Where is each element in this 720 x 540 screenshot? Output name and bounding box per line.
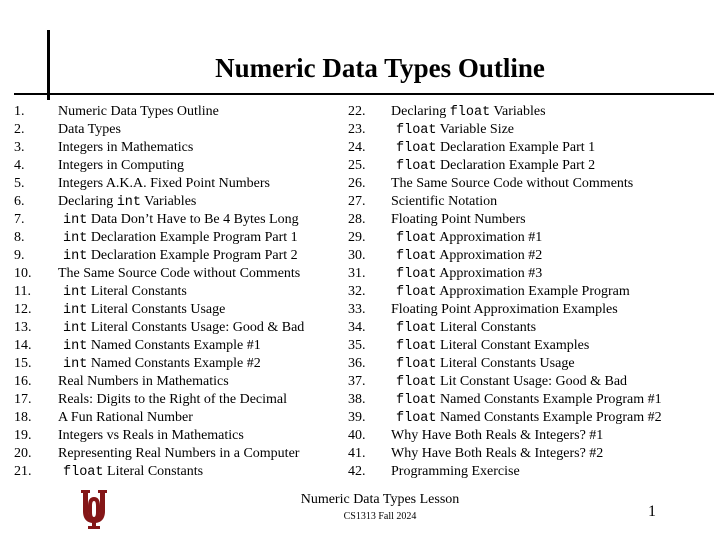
outline-text-part: Literal Constants Usage bbox=[87, 302, 226, 317]
outline-text-part: Why Have Both Reals & Integers? #1 bbox=[391, 428, 604, 443]
outline-list-right bbox=[348, 103, 718, 481]
outline-text-part: Literal Constants bbox=[103, 464, 204, 479]
outline-item bbox=[14, 463, 334, 481]
outline-item-number: 16. bbox=[14, 374, 32, 389]
outline-item bbox=[14, 391, 334, 409]
code-keyword: float bbox=[396, 321, 437, 336]
outline-item-number: 29. bbox=[348, 230, 366, 245]
outline-item-text bbox=[58, 463, 203, 482]
outline-item-number: 20. bbox=[14, 446, 32, 461]
outline-text-part: Integers in Mathematics bbox=[58, 140, 194, 155]
outline-item-number: 25. bbox=[348, 158, 366, 173]
outline-item-number: 11. bbox=[14, 284, 31, 299]
code-keyword: int bbox=[63, 321, 88, 336]
outline-item bbox=[14, 139, 334, 157]
outline-text-part: Literal Constants bbox=[436, 320, 537, 335]
outline-item bbox=[14, 373, 334, 391]
outline-item-number: 12. bbox=[14, 302, 32, 317]
outline-text-part: Data Types bbox=[58, 122, 121, 137]
outline-item-text bbox=[58, 211, 299, 230]
outline-item bbox=[14, 301, 334, 319]
page-number: 1 bbox=[648, 503, 656, 520]
outline-item bbox=[14, 175, 334, 193]
outline-item bbox=[348, 247, 718, 265]
outline-text-part: Variables bbox=[490, 104, 546, 119]
outline-item bbox=[14, 283, 334, 301]
outline-item bbox=[348, 175, 718, 193]
outline-item-text bbox=[391, 247, 542, 266]
code-keyword: int bbox=[63, 357, 88, 372]
outline-item bbox=[348, 301, 718, 319]
outline-item bbox=[14, 211, 334, 229]
title-horizontal-rule bbox=[14, 93, 714, 95]
outline-item-text bbox=[58, 175, 270, 193]
outline-item bbox=[14, 157, 334, 175]
outline-item-number: 8. bbox=[14, 230, 25, 245]
outline-item bbox=[348, 427, 718, 445]
outline-item-text bbox=[391, 139, 595, 158]
outline-text-part: Variable Size bbox=[436, 122, 515, 137]
outline-text-part: Literal Constants bbox=[87, 284, 187, 299]
outline-item-number: 5. bbox=[14, 176, 25, 191]
outline-item bbox=[348, 463, 718, 481]
outline-text-part: Named Constants Example #2 bbox=[87, 356, 261, 371]
outline-item-text bbox=[58, 265, 300, 283]
code-keyword: int bbox=[63, 249, 88, 264]
outline-text-part: Declaring bbox=[391, 104, 450, 119]
outline-item-number: 33. bbox=[348, 302, 366, 317]
outline-item-text bbox=[58, 427, 244, 445]
outline-item-text bbox=[58, 229, 298, 248]
outline-item-text bbox=[391, 157, 595, 176]
outline-item-text bbox=[58, 355, 261, 374]
outline-item-number: 10. bbox=[14, 266, 32, 281]
outline-item-number: 22. bbox=[348, 104, 366, 119]
outline-item bbox=[14, 409, 334, 427]
outline-item-text bbox=[391, 391, 662, 410]
outline-item-text bbox=[391, 175, 633, 193]
outline-item-text bbox=[58, 121, 121, 139]
outline-item bbox=[348, 193, 718, 211]
outline-text-part: Declaration Example Part 2 bbox=[436, 158, 596, 173]
outline-item bbox=[348, 139, 718, 157]
outline-text-part: Why Have Both Reals & Integers? #2 bbox=[391, 446, 604, 461]
outline-item bbox=[348, 229, 718, 247]
outline-item bbox=[14, 427, 334, 445]
outline-item-number: 14. bbox=[14, 338, 32, 353]
outline-text-part: Integers A.K.A. Fixed Point Numbers bbox=[58, 176, 270, 191]
outline-item-number: 42. bbox=[348, 464, 366, 479]
outline-text-part: The Same Source Code without Comments bbox=[391, 176, 634, 191]
outline-text-part: Literal Constant Examples bbox=[436, 338, 590, 353]
outline-item-number: 19. bbox=[14, 428, 32, 443]
code-keyword: float bbox=[396, 123, 437, 138]
outline-item-text bbox=[58, 283, 187, 302]
outline-item-number: 15. bbox=[14, 356, 32, 371]
outline-text-part: A Fun Rational Number bbox=[58, 410, 193, 425]
outline-item-number: 24. bbox=[348, 140, 366, 155]
outline-item-text bbox=[391, 355, 575, 374]
outline-text-part: Scientific Notation bbox=[391, 194, 498, 209]
outline-item bbox=[348, 103, 718, 121]
code-keyword: int bbox=[63, 213, 88, 228]
outline-item bbox=[348, 445, 718, 463]
outline-item-text bbox=[391, 445, 603, 463]
outline-item-number: 9. bbox=[14, 248, 25, 263]
outline-item-number: 28. bbox=[348, 212, 366, 227]
outline-item bbox=[348, 373, 718, 391]
outline-item-text bbox=[58, 139, 193, 157]
outline-item-number: 1. bbox=[14, 104, 25, 119]
outline-text-part: Representing Real Numbers in a Computer bbox=[58, 446, 300, 461]
outline-text-part: Numeric Data Types Outline bbox=[58, 104, 219, 119]
outline-item bbox=[348, 409, 718, 427]
outline-item bbox=[14, 355, 334, 373]
outline-item-number: 13. bbox=[14, 320, 32, 335]
outline-text-part: Literal Constants Usage bbox=[436, 356, 575, 371]
outline-item-text bbox=[58, 247, 298, 266]
outline-text-part: Integers in Computing bbox=[58, 158, 184, 173]
outline-item-number: 41. bbox=[348, 446, 366, 461]
outline-item-text bbox=[391, 337, 589, 356]
outline-item bbox=[14, 121, 334, 139]
code-keyword: float bbox=[449, 105, 491, 120]
outline-text-part: Floating Point Numbers bbox=[391, 212, 526, 227]
outline-item-text bbox=[58, 391, 287, 409]
code-keyword: float bbox=[396, 285, 437, 300]
outline-item-number: 7. bbox=[14, 212, 25, 227]
outline-text-part: Reals: Digits to the Right of the Decimal bbox=[58, 392, 288, 407]
code-keyword: float bbox=[396, 411, 437, 426]
outline-item-number: 6. bbox=[14, 194, 25, 209]
code-keyword: float bbox=[396, 357, 437, 372]
footer-title: Numeric Data Types Lesson bbox=[300, 492, 460, 507]
title-vertical-rule bbox=[47, 30, 50, 100]
slide-title: Numeric Data Types Outline bbox=[215, 53, 545, 83]
outline-item bbox=[14, 445, 334, 463]
outline-text-part: Approximation #1 bbox=[436, 230, 543, 245]
outline-item-text bbox=[391, 193, 497, 211]
outline-item-number: 4. bbox=[14, 158, 25, 173]
code-keyword: int bbox=[63, 303, 88, 318]
outline-item-text bbox=[58, 409, 193, 427]
code-keyword: int bbox=[63, 285, 88, 300]
outline-text-part: Approximation #3 bbox=[436, 266, 543, 281]
outline-text-part: Declaration Example Part 1 bbox=[436, 140, 596, 155]
ou-logo-icon bbox=[78, 488, 110, 530]
outline-item-text bbox=[58, 103, 219, 121]
outline-item bbox=[14, 229, 334, 247]
outline-item bbox=[14, 193, 334, 211]
outline-item-text bbox=[391, 319, 536, 338]
outline-item-number: 35. bbox=[348, 338, 366, 353]
outline-item bbox=[14, 103, 334, 121]
outline-item bbox=[348, 121, 718, 139]
outline-item-number: 21. bbox=[14, 464, 32, 479]
outline-item-number: 31. bbox=[348, 266, 366, 281]
outline-item-number: 26. bbox=[348, 176, 366, 191]
outline-item bbox=[348, 355, 718, 373]
outline-item-text bbox=[58, 301, 225, 320]
code-keyword: float bbox=[396, 375, 437, 390]
code-keyword: int bbox=[116, 195, 142, 210]
outline-text-part: Declaration Example Program Part 1 bbox=[87, 230, 298, 245]
outline-item-text bbox=[58, 319, 304, 338]
outline-item-text bbox=[391, 301, 618, 319]
footer bbox=[230, 492, 530, 524]
outline-text-part: Variables bbox=[141, 194, 197, 209]
outline-item-text bbox=[391, 121, 514, 140]
outline-item-text bbox=[391, 463, 520, 481]
code-keyword: int bbox=[63, 231, 88, 246]
code-keyword: float bbox=[396, 249, 437, 264]
outline-text-part: Named Constants Example Program #2 bbox=[436, 410, 662, 425]
outline-item-number: 34. bbox=[348, 320, 366, 335]
outline-text-part: Named Constants Example Program #1 bbox=[436, 392, 662, 407]
outline-item-number: 36. bbox=[348, 356, 366, 371]
outline-item-text bbox=[58, 445, 299, 463]
code-keyword: float bbox=[396, 159, 437, 174]
outline-item-number: 32. bbox=[348, 284, 366, 299]
code-keyword: float bbox=[63, 465, 104, 480]
outline-item-text bbox=[391, 265, 542, 284]
outline-item-number: 23. bbox=[348, 122, 366, 137]
outline-item-number: 17. bbox=[14, 392, 32, 407]
outline-text-part: Declaration Example Program Part 2 bbox=[87, 248, 298, 263]
outline-item bbox=[14, 337, 334, 355]
outline-item-text bbox=[391, 283, 630, 302]
outline-text-part: Named Constants Example #1 bbox=[87, 338, 261, 353]
outline-text-part: The Same Source Code without Comments bbox=[58, 266, 301, 281]
outline-item-number: 39. bbox=[348, 410, 366, 425]
outline-item bbox=[348, 337, 718, 355]
outline-text-part: Approximation #2 bbox=[436, 248, 543, 263]
outline-item bbox=[348, 283, 718, 301]
outline-item bbox=[348, 157, 718, 175]
outline-item-text bbox=[391, 427, 603, 445]
footer-subtitle: CS1313 Fall 2024 bbox=[343, 511, 417, 522]
outline-item-number: 30. bbox=[348, 248, 366, 263]
outline-text-part: Literal Constants Usage: Good & Bad bbox=[87, 320, 305, 335]
outline-item bbox=[348, 211, 718, 229]
code-keyword: float bbox=[396, 267, 437, 282]
outline-item-text bbox=[391, 373, 627, 392]
outline-item bbox=[348, 391, 718, 409]
outline-item bbox=[348, 319, 718, 337]
outline-text-part: Data Don’t Have to Be 4 Bytes Long bbox=[87, 212, 299, 227]
outline-text-part: Real Numbers in Mathematics bbox=[58, 374, 229, 389]
outline-item-number: 37. bbox=[348, 374, 366, 389]
outline-item-text bbox=[58, 373, 229, 391]
outline-item-text bbox=[391, 229, 542, 248]
outline-item-text bbox=[58, 193, 196, 212]
outline-item-number: 27. bbox=[348, 194, 366, 209]
outline-item-text bbox=[391, 409, 662, 428]
outline-item-number: 40. bbox=[348, 428, 366, 443]
outline-item-number: 38. bbox=[348, 392, 366, 407]
outline-item bbox=[348, 265, 718, 283]
code-keyword: float bbox=[396, 393, 437, 408]
outline-item bbox=[14, 265, 334, 283]
outline-text-part: Integers vs Reals in Mathematics bbox=[58, 428, 244, 443]
outline-item bbox=[14, 247, 334, 265]
code-keyword: int bbox=[63, 339, 88, 354]
outline-text-part: Floating Point Approximation Examples bbox=[391, 302, 618, 317]
outline-item-number: 18. bbox=[14, 410, 32, 425]
code-keyword: float bbox=[396, 231, 437, 246]
outline-item-text bbox=[58, 337, 261, 356]
outline-item-text bbox=[391, 211, 526, 229]
outline-item-text bbox=[391, 103, 546, 122]
outline-text-part: Declaring bbox=[58, 194, 117, 209]
outline-text-part: Lit Constant Usage: Good & Bad bbox=[436, 374, 628, 389]
outline-text-part: Approximation Example Program bbox=[436, 284, 630, 299]
outline-item-text bbox=[58, 157, 184, 175]
code-keyword: float bbox=[396, 339, 437, 354]
outline-item bbox=[14, 319, 334, 337]
outline-list-left bbox=[14, 103, 334, 481]
code-keyword: float bbox=[396, 141, 437, 156]
outline-text-part: Programming Exercise bbox=[391, 464, 520, 479]
outline-item-number: 3. bbox=[14, 140, 25, 155]
outline-item-number: 2. bbox=[14, 122, 25, 137]
